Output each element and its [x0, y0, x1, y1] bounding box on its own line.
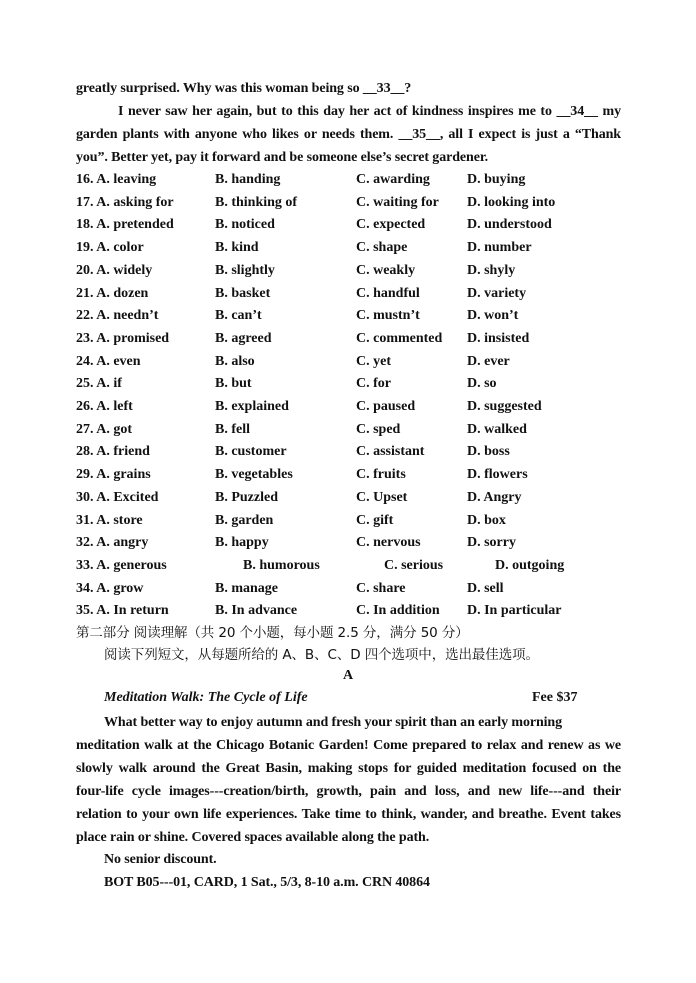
question-row — [76, 442, 636, 462]
ad-title: Meditation Walk: The Cycle of Life — [104, 690, 308, 705]
option-a: 16. A. leaving — [76, 172, 157, 187]
question-row — [76, 533, 636, 553]
option-d: D. box — [467, 512, 506, 528]
option-a: 21. A. dozen — [76, 285, 149, 301]
option-d: D. outgoing — [495, 557, 565, 573]
option-d: D. In particular — [467, 603, 562, 619]
option-c: C. sped — [356, 421, 401, 437]
section-heading: 第二部分 阅读理解（共 20 个小题，每小题 2.5 分，满分 50 分） — [76, 625, 469, 641]
option-c: C. share — [356, 580, 406, 596]
question-row — [76, 420, 636, 440]
option-c: C. serious — [384, 557, 444, 573]
option-d: D. number — [467, 240, 532, 256]
option-b: B. basket — [215, 285, 271, 301]
option-c: C. assistant — [356, 444, 425, 460]
option-b: B. manage — [215, 580, 278, 596]
option-d: D. shyly — [467, 262, 516, 278]
option-c: C. commented — [356, 330, 443, 346]
option-b: B. happy — [215, 535, 269, 551]
option-c: C. fruits — [356, 467, 406, 483]
ad-body-line-6: place rain or shine. Covered spaces available along the path. — [76, 830, 430, 845]
ad-code: BOT B05---01, CARD, 1 Sat., 5/3, 8-10 a.m. CRN 40864 — [104, 875, 430, 890]
option-c: C. Upset — [356, 489, 408, 505]
passage-line-2: I never saw her again, but to this day her act of kindness inspires me to __34__ my — [118, 104, 621, 119]
option-c: C. weakly — [356, 262, 416, 278]
option-d: D. insisted — [467, 330, 530, 346]
option-c: C. for — [356, 376, 391, 392]
option-b: B. In advance — [215, 603, 298, 619]
option-a: 35. A. In return — [76, 603, 169, 619]
passage-letter: A — [342, 668, 354, 683]
question-row — [76, 170, 636, 190]
option-c: C. gift — [356, 512, 394, 528]
option-d: D. sell — [467, 580, 504, 596]
question-row — [76, 261, 636, 281]
option-d: D. understood — [467, 217, 552, 233]
option-a: 22. A. needn’t — [76, 308, 159, 324]
option-c: C. yet — [356, 353, 391, 369]
option-b: B. customer — [215, 444, 287, 460]
ad-discount: No senior discount. — [104, 852, 217, 867]
question-row — [76, 193, 636, 213]
question-row — [76, 556, 636, 576]
option-b: B. kind — [215, 240, 259, 256]
option-b: B. thinking of — [215, 194, 298, 210]
question-row — [76, 306, 636, 326]
ad-body-line-1: What better way to enjoy autumn and fresh your spirit than an early morning — [104, 715, 563, 730]
option-b: B. agreed — [215, 330, 272, 346]
option-a: 24. A. even — [76, 353, 141, 369]
option-c: C. awarding — [356, 172, 430, 187]
option-a: 18. A. pretended — [76, 217, 174, 233]
option-a: 30. A. Excited — [76, 489, 159, 505]
question-row — [76, 238, 636, 258]
question-row — [76, 215, 636, 235]
option-d: D. suggested — [467, 399, 542, 414]
option-c: C. waiting for — [356, 194, 439, 210]
option-b: B. but — [215, 376, 252, 392]
option-d: D. buying — [467, 172, 526, 187]
question-row — [76, 284, 636, 304]
option-c: C. mustn’t — [356, 308, 420, 324]
ad-body-line-4: four-life cycle images---creation/birth, growth, pain and loss, and new life---and their — [76, 784, 621, 799]
option-b: B. can’t — [215, 308, 262, 324]
question-row — [76, 465, 636, 485]
question-row — [76, 601, 636, 621]
option-a: 17. A. asking for — [76, 194, 174, 210]
passage-line-3: garden plants with anyone who likes or needs them. __35__, all I expect is just a “Thank — [76, 127, 621, 142]
option-b: B. also — [215, 353, 255, 369]
option-a: 32. A. angry — [76, 535, 149, 551]
option-b: B. vegetables — [215, 467, 293, 483]
option-a: 26. A. left — [76, 399, 133, 414]
option-d: D. looking into — [467, 194, 556, 210]
option-c: C. nervous — [356, 535, 421, 551]
question-row — [76, 579, 636, 599]
option-b: B. humorous — [243, 557, 320, 573]
option-d: D. walked — [467, 421, 527, 437]
option-a: 19. A. color — [76, 240, 144, 256]
option-b: B. explained — [215, 399, 289, 414]
question-row — [76, 511, 636, 531]
question-row — [76, 329, 636, 349]
ad-body-line-3: slowly walk around the Great Basin, making stops for guided meditation focused on the — [76, 761, 621, 776]
option-d: D. variety — [467, 285, 527, 301]
option-d: D. won’t — [467, 308, 519, 324]
option-b: B. fell — [215, 421, 250, 437]
ad-body-line-2: meditation walk at the Chicago Botanic Garden! Come prepared to relax and renew as we — [76, 738, 621, 753]
question-row — [76, 488, 636, 508]
option-b: B. garden — [215, 512, 274, 528]
option-b: B. slightly — [215, 262, 275, 278]
option-a: 29. A. grains — [76, 467, 151, 483]
ad-fee: Fee $37 — [532, 690, 578, 705]
option-d: D. Angry — [467, 489, 522, 505]
option-a: 25. A. if — [76, 376, 122, 392]
ad-body-line-5: relation to your own life experiences. Take time to think, wander, and breathe. Event takes — [76, 807, 621, 822]
option-a: 20. A. widely — [76, 262, 153, 278]
option-d: D. so — [467, 376, 497, 392]
section-instruction: 阅读下列短文，从每题所给的 A、B、C、D 四个选项中，选出最佳选项。 — [104, 647, 539, 663]
option-d: D. boss — [467, 444, 510, 460]
option-c: C. paused — [356, 399, 416, 414]
option-b: B. Puzzled — [215, 489, 278, 505]
option-c: C. shape — [356, 240, 408, 256]
option-d: D. ever — [467, 353, 510, 369]
option-a: 31. A. store — [76, 512, 143, 528]
option-a: 23. A. promised — [76, 330, 170, 346]
option-a: 28. A. friend — [76, 444, 150, 460]
option-a: 34. A. grow — [76, 580, 144, 596]
option-a: 27. A. got — [76, 421, 132, 437]
option-c: C. In addition — [356, 603, 440, 619]
option-c: C. handful — [356, 285, 420, 301]
question-row — [76, 352, 636, 372]
question-row — [76, 397, 636, 417]
option-d: D. sorry — [467, 535, 516, 551]
option-b: B. handing — [215, 172, 281, 187]
option-a: 33. A. generous — [76, 557, 167, 573]
option-d: D. flowers — [467, 467, 528, 483]
passage-line-4: you”. Better yet, pay it forward and be someone else’s secret gardener. — [76, 150, 489, 165]
question-row — [76, 374, 636, 394]
passage-line-1: greatly surprised. Why was this woman being so __33__? — [76, 81, 412, 96]
option-c: C. expected — [356, 217, 426, 233]
option-b: B. noticed — [215, 217, 275, 233]
